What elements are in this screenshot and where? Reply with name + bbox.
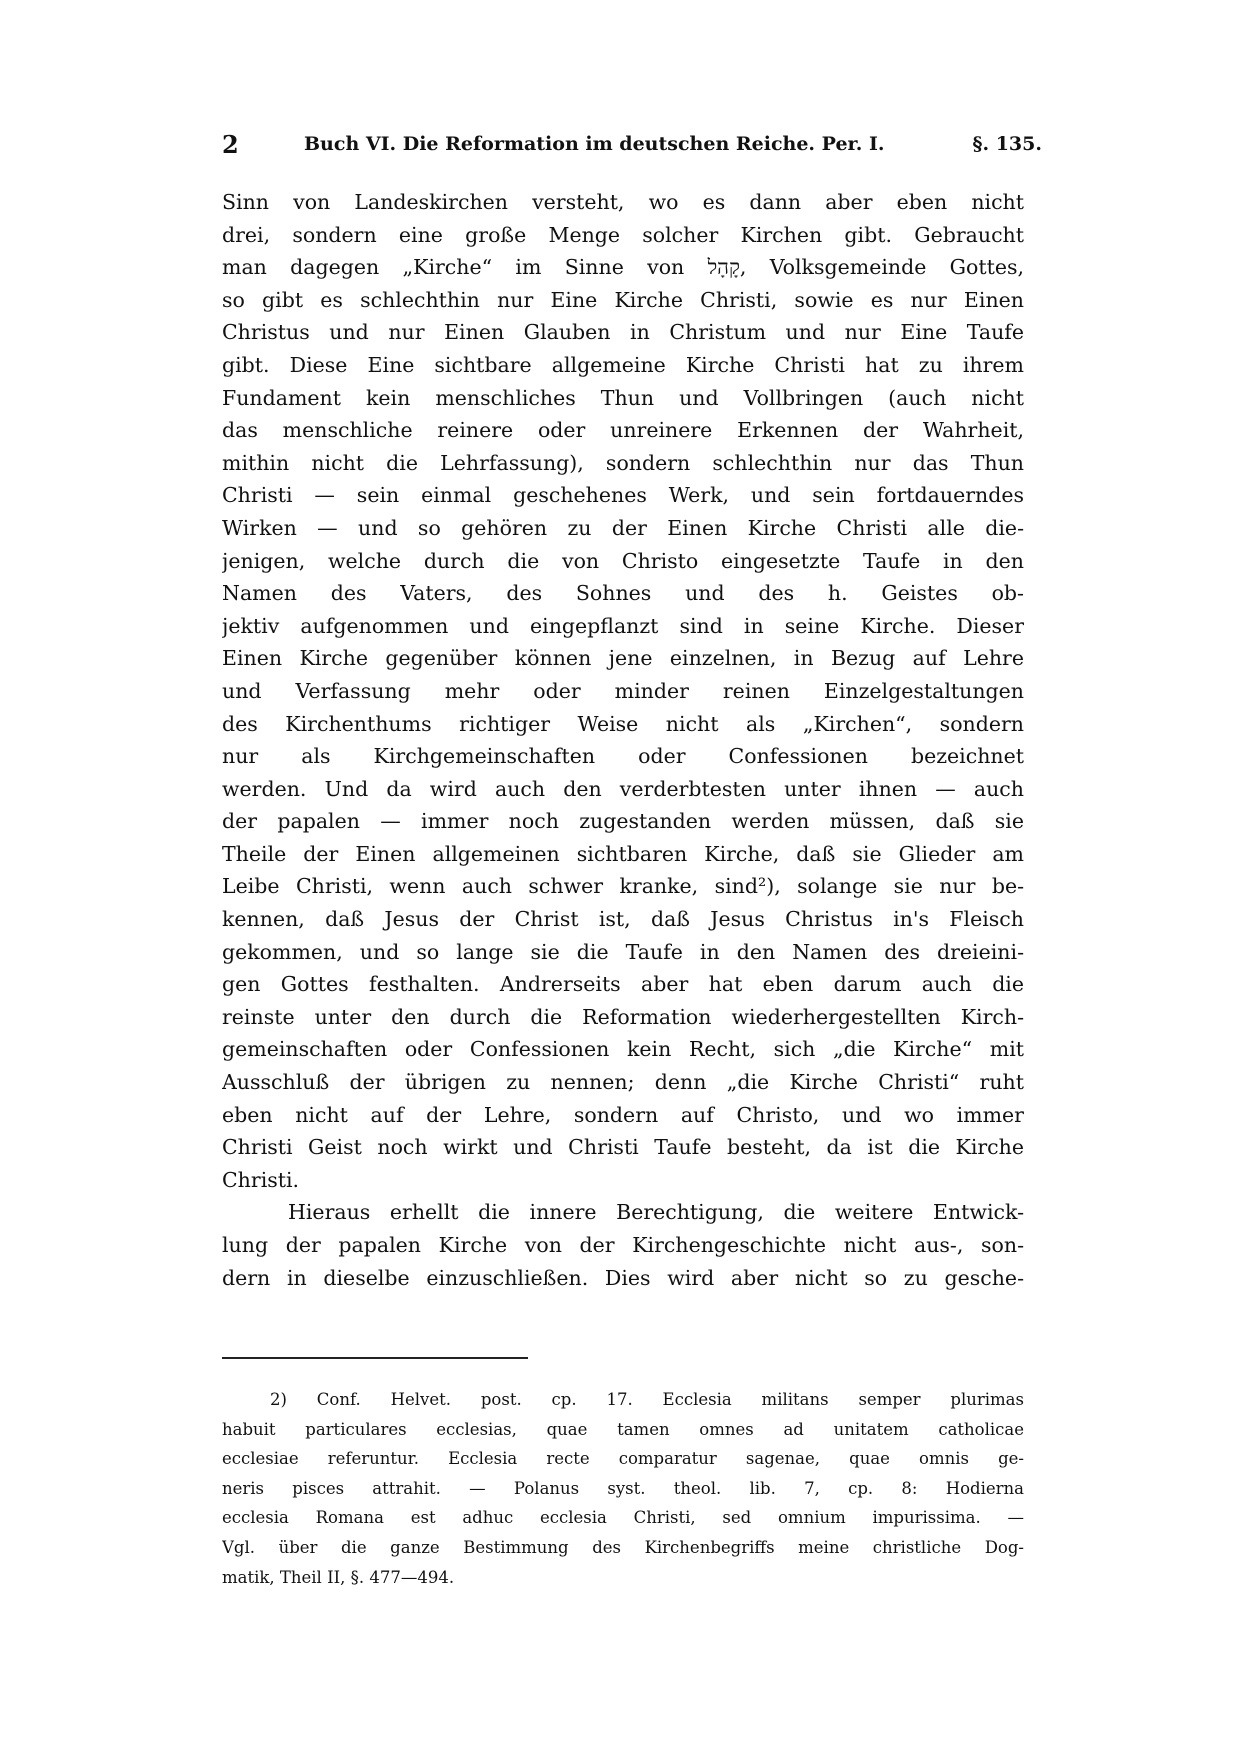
- text-line: Christus und nur Einen Glauben in Christum und nur Eine Taufe: [222, 320, 1024, 345]
- page-number: 2: [222, 130, 239, 159]
- text-line: Christi.: [222, 1167, 300, 1192]
- main-text: [222, 186, 1024, 1294]
- text-line: Wirken — und so gehören zu der Einen Kirche Christi alle die-: [222, 515, 1024, 540]
- footnote-line: Vgl. über die ganze Bestimmung des Kirchenbegriffs meine christliche Dog-: [222, 1537, 1024, 1557]
- running-header: [222, 130, 1042, 160]
- text-line: man dagegen „Kirche“ im Sinne von קָהָל, Volksgemeinde Gottes,: [222, 255, 1024, 280]
- text-line: Christi — sein einmal geschehenes Werk, und sein fortdauerndes: [222, 483, 1024, 508]
- footnote-line: ecclesiae referuntur. Ecclesia recte comparatur sagenae, quae omnis ge-: [222, 1449, 1024, 1469]
- text-line: der papalen — immer noch zugestanden werden müssen, daß sie: [222, 809, 1024, 834]
- text-line: gibt. Diese Eine sichtbare allgemeine Kirche Christi hat zu ihrem: [222, 352, 1024, 377]
- text-line: so gibt es schlechthin nur Eine Kirche Christi, sowie es nur Einen: [222, 287, 1024, 312]
- text-line: Einen Kirche gegenüber können jene einzelnen, in Bezug auf Lehre: [222, 646, 1024, 671]
- text-line: und Verfassung mehr oder minder reinen Einzelgestaltungen: [222, 678, 1024, 703]
- footnote-line: habuit particulares ecclesias, quae tamen omnes ad unitatem catholicae: [222, 1419, 1024, 1439]
- text-line: dern in dieselbe einzuschließen. Dies wird aber nicht so zu gesche-: [222, 1265, 1024, 1290]
- footnote-divider: [222, 1357, 528, 1359]
- text-line: nur als Kirchgemeinschaften oder Confessionen bezeichnet: [222, 744, 1024, 769]
- section-number: §. 135.: [972, 133, 1042, 155]
- text-line: kennen, daß Jesus der Christ ist, daß Jesus Christus in's Fleisch: [222, 907, 1024, 932]
- text-line: lung der papalen Kirche von der Kirchengeschichte nicht aus-, son-: [222, 1233, 1024, 1257]
- text-line: jektiv aufgenommen und eingepflanzt sind in seine Kirche. Dieser: [222, 613, 1024, 638]
- footnote-line: 2) Conf. Helvet. post. cp. 17. Ecclesia militans semper plurimas: [270, 1390, 1024, 1409]
- footnote-line: ecclesia Romana est adhuc ecclesia Christi, sed omnium impurissima. —: [222, 1508, 1024, 1528]
- text-line: Hieraus erhellt die innere Berechtigung, die weitere Entwick-: [288, 1200, 1024, 1225]
- text-line: werden. Und da wird auch den verderbtesten unter ihnen — auch: [222, 776, 1024, 801]
- text-line: drei, sondern eine große Menge solcher Kirchen gibt. Gebraucht: [222, 222, 1024, 247]
- text-line: des Kirchenthums richtiger Weise nicht als „Kirchen“, sondern: [222, 711, 1024, 736]
- text-line: das menschliche reinere oder unreinere Erkennen der Wahrheit,: [222, 418, 1024, 443]
- footnote-line: neris pisces attrahit. — Polanus syst. theol. lib. 7, cp. 8: Hodierna: [222, 1478, 1024, 1498]
- footnote-line: matik, Theil II, §. 477—494.: [222, 1567, 455, 1587]
- text-line: Fundament kein menschliches Thun und Vollbringen (auch nicht: [222, 385, 1024, 410]
- text-line: mithin nicht die Lehrfassung), sondern schlechthin nur das Thun: [222, 450, 1024, 475]
- text-line: eben nicht auf der Lehre, sondern auf Christo, und wo immer: [222, 1102, 1024, 1127]
- text-line: jenigen, welche durch die von Christo eingesetzte Taufe in den: [222, 548, 1024, 573]
- text-line: Sinn von Landeskirchen versteht, wo es dann aber eben nicht: [222, 190, 1024, 214]
- footnotes: [222, 1385, 1024, 1592]
- text-line: Namen des Vaters, des Sohnes und des h. Geistes ob-: [222, 581, 1024, 606]
- text-line: Theile der Einen allgemeinen sichtbaren Kirche, daß sie Glieder am: [222, 841, 1024, 866]
- text-line: reinste unter den durch die Reformation wiederhergestellten Kirch-: [222, 1004, 1024, 1029]
- text-line: Christi Geist noch wirkt und Christi Taufe besteht, da ist die Kirche: [222, 1135, 1024, 1160]
- text-line: gen Gottes festhalten. Andrerseits aber hat eben darum auch die: [222, 972, 1024, 997]
- text-line: gekommen, und so lange sie die Taufe in den Namen des dreieini-: [222, 939, 1024, 964]
- text-line: Ausschluß der übrigen zu nennen; denn „die Kirche Christi“ ruht: [222, 1070, 1024, 1095]
- text-line: gemeinschaften oder Confessionen kein Recht, sich „die Kirche“ mit: [222, 1037, 1024, 1062]
- text-line: Leibe Christi, wenn auch schwer kranke, sind²), solange sie nur be-: [222, 874, 1024, 899]
- running-title: Buch VI. Die Reformation im deutschen Reiche. Per. I.: [304, 133, 885, 155]
